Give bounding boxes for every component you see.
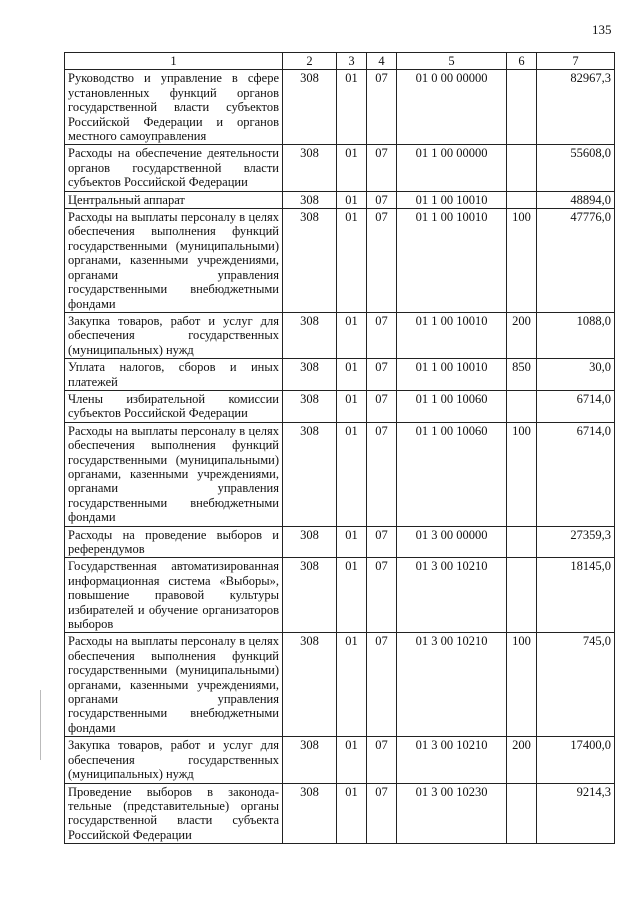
row-section: 01 — [337, 633, 367, 737]
row-subsection: 07 — [367, 390, 397, 422]
row-amount: 6714,0 — [537, 422, 615, 526]
table-row — [65, 359, 615, 391]
row-target: 01 3 00 10210 — [397, 558, 507, 633]
row-code: 308 — [283, 558, 337, 633]
row-name: Проведение выборов в законодательные (представительные) органы государственной власти субъекта Российской Федерации — [65, 783, 283, 844]
scan-margin-mark — [40, 690, 41, 760]
row-kind: 850 — [507, 359, 537, 391]
row-section: 01 — [337, 737, 367, 783]
row-subsection: 07 — [367, 633, 397, 737]
row-code: 308 — [283, 145, 337, 191]
row-amount: 30,0 — [537, 359, 615, 391]
row-section: 01 — [337, 783, 367, 844]
row-name: Руководство и управление в сфере установленных функций органов государственной власти субъектов Российской Федерации и органов местного самоуправления — [65, 70, 283, 145]
row-section: 01 — [337, 526, 367, 558]
row-code: 308 — [283, 526, 337, 558]
row-subsection: 07 — [367, 526, 397, 558]
row-target: 01 1 00 10010 — [397, 191, 507, 208]
table-row — [65, 209, 615, 313]
row-target: 01 3 00 10210 — [397, 737, 507, 783]
header-col-4: 4 — [367, 53, 397, 70]
row-kind — [507, 526, 537, 558]
row-target: 01 1 00 10060 — [397, 390, 507, 422]
header-col-1: 1 — [65, 53, 283, 70]
row-code: 308 — [283, 422, 337, 526]
row-kind: 100 — [507, 422, 537, 526]
row-amount: 82967,3 — [537, 70, 615, 145]
row-name: Расходы на выплаты персоналу в целях обеспечения выполнения функций государственными (муниципальными) органами, казенными учреждениями, органами управления государственными внебюджетными фондами — [65, 422, 283, 526]
row-kind — [507, 558, 537, 633]
row-name: Расходы на обеспечение деятельности органов государственной власти субъектов Российской Федерации — [65, 145, 283, 191]
row-subsection: 07 — [367, 209, 397, 313]
row-kind: 100 — [507, 633, 537, 737]
table-row — [65, 526, 615, 558]
row-section: 01 — [337, 209, 367, 313]
table-row — [65, 633, 615, 737]
row-kind — [507, 145, 537, 191]
row-section: 01 — [337, 558, 367, 633]
row-code: 308 — [283, 737, 337, 783]
table-row — [65, 783, 615, 844]
row-name: Члены избирательной комиссии субъектов Российской Федерации — [65, 390, 283, 422]
row-section: 01 — [337, 70, 367, 145]
row-target: 01 1 00 00000 — [397, 145, 507, 191]
row-subsection: 07 — [367, 145, 397, 191]
row-amount: 6714,0 — [537, 390, 615, 422]
row-section: 01 — [337, 422, 367, 526]
header-col-2: 2 — [283, 53, 337, 70]
row-name: Уплата налогов, сборов и иных платежей — [65, 359, 283, 391]
row-target: 01 1 00 10010 — [397, 312, 507, 358]
row-target: 01 3 00 10230 — [397, 783, 507, 844]
row-amount: 9214,3 — [537, 783, 615, 844]
row-subsection: 07 — [367, 359, 397, 391]
table-row — [65, 422, 615, 526]
row-amount: 18145,0 — [537, 558, 615, 633]
row-name: Центральный аппарат — [65, 191, 283, 208]
table-row — [65, 70, 615, 145]
row-subsection: 07 — [367, 558, 397, 633]
row-section: 01 — [337, 191, 367, 208]
row-amount: 27359,3 — [537, 526, 615, 558]
row-target: 01 1 00 10010 — [397, 209, 507, 313]
row-subsection: 07 — [367, 783, 397, 844]
row-name: Расходы на выплаты персоналу в целях обеспечения выполнения функций государственными (муниципальными) органами, казенными учреждениями, органами управления государственными внебюджетными фондами — [65, 633, 283, 737]
budget-table — [64, 52, 615, 844]
row-kind: 200 — [507, 312, 537, 358]
row-name: Расходы на выплаты персоналу в целях обеспечения выполнения функций государственными (муниципальными) органами, казенными учреждениями, органами управления государственными внебюджетными фондами — [65, 209, 283, 313]
row-kind — [507, 191, 537, 208]
row-subsection: 07 — [367, 312, 397, 358]
header-col-5: 5 — [397, 53, 507, 70]
row-amount: 55608,0 — [537, 145, 615, 191]
row-name: Расходы на проведение выборов и референдумов — [65, 526, 283, 558]
row-code: 308 — [283, 359, 337, 391]
table-row — [65, 390, 615, 422]
row-section: 01 — [337, 359, 367, 391]
row-kind — [507, 70, 537, 145]
row-kind — [507, 783, 537, 844]
row-section: 01 — [337, 390, 367, 422]
row-amount: 1088,0 — [537, 312, 615, 358]
row-code: 308 — [283, 783, 337, 844]
row-amount: 745,0 — [537, 633, 615, 737]
row-name: Государственная автоматизированная информационная система «Выборы», повышение правовой культуры избирателей и обучение организаторов выборов — [65, 558, 283, 633]
row-code: 308 — [283, 312, 337, 358]
table-row — [65, 558, 615, 633]
header-col-7: 7 — [537, 53, 615, 70]
row-code: 308 — [283, 390, 337, 422]
row-amount: 17400,0 — [537, 737, 615, 783]
row-target: 01 0 00 00000 — [397, 70, 507, 145]
page-number: 135 — [592, 22, 612, 37]
row-code: 308 — [283, 70, 337, 145]
header-col-6: 6 — [507, 53, 537, 70]
row-section: 01 — [337, 312, 367, 358]
row-target: 01 1 00 10060 — [397, 422, 507, 526]
row-kind: 200 — [507, 737, 537, 783]
table-row — [65, 312, 615, 358]
row-subsection: 07 — [367, 191, 397, 208]
row-kind — [507, 390, 537, 422]
row-code: 308 — [283, 633, 337, 737]
header-col-3: 3 — [337, 53, 367, 70]
row-subsection: 07 — [367, 422, 397, 526]
table-row — [65, 145, 615, 191]
row-amount: 48894,0 — [537, 191, 615, 208]
row-target: 01 3 00 00000 — [397, 526, 507, 558]
header-row — [65, 53, 615, 70]
row-subsection: 07 — [367, 737, 397, 783]
row-name: Закупка товаров, работ и услуг для обеспечения государственных (муниципальных) нужд — [65, 312, 283, 358]
row-name: Закупка товаров, работ и услуг для обеспечения государственных (муниципальных) нужд — [65, 737, 283, 783]
table-row — [65, 737, 615, 783]
row-subsection: 07 — [367, 70, 397, 145]
row-code: 308 — [283, 209, 337, 313]
row-code: 308 — [283, 191, 337, 208]
row-target: 01 1 00 10010 — [397, 359, 507, 391]
table-row — [65, 191, 615, 208]
row-amount: 47776,0 — [537, 209, 615, 313]
row-kind: 100 — [507, 209, 537, 313]
row-section: 01 — [337, 145, 367, 191]
row-target: 01 3 00 10210 — [397, 633, 507, 737]
